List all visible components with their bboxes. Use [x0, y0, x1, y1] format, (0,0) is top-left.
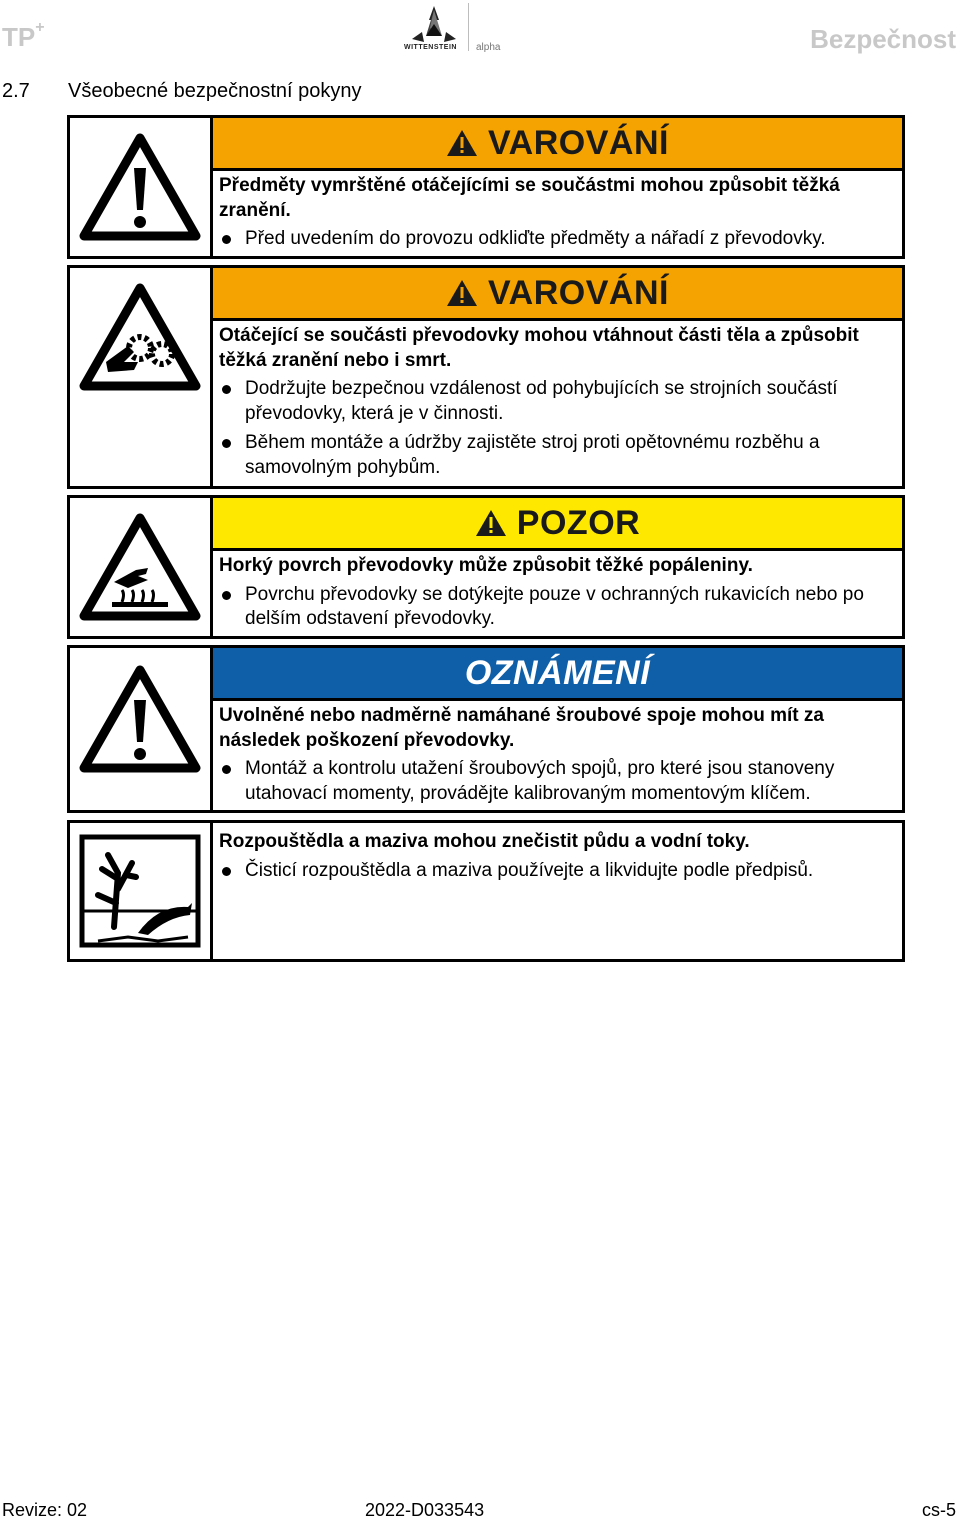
logo-sub: alpha	[476, 42, 501, 53]
logo-brand: WITTENSTEIN	[404, 44, 457, 51]
footer-revision: Revize: 02	[2, 1500, 88, 1520]
alert-triangle-icon	[446, 129, 478, 157]
safety-box-4	[67, 645, 905, 813]
list-item: Povrchu převodovky se dotýkejte pouze v ochranných rukavicích nebo po delším odstavení převodovky.	[219, 583, 896, 632]
alert-triangle-icon	[475, 509, 507, 537]
hot-surface-icon	[78, 512, 202, 622]
signal-word: OZNÁMENÍ	[464, 653, 651, 692]
signal-word: VAROVÁNÍ	[488, 123, 669, 162]
safety-box-3	[67, 495, 905, 639]
signal-banner	[213, 498, 902, 551]
alert-triangle-icon	[446, 279, 478, 307]
safety-box-2	[67, 265, 905, 489]
footer-page-number: cs-5	[921, 1500, 956, 1520]
hazard-statement: Otáčející se součásti převodovky mohou vtáhnout části těla a způsobit těžká zranění nebo i smrt.	[219, 325, 859, 371]
safety-box-5	[67, 820, 905, 962]
hazard-statement: Předměty vymrštěné otáčejícími se součástmi mohou způsobit těžká zranění.	[219, 175, 840, 221]
list-item: Čisticí rozpouštědla a maziva používejte a likvidujte podle předpisů.	[219, 859, 896, 884]
logo-separator	[468, 3, 469, 51]
icon-cell	[70, 118, 213, 256]
hand-entanglement-icon	[78, 282, 202, 392]
section-number: 2.7	[2, 80, 30, 102]
warning-triangle-icon	[78, 664, 202, 774]
signal-banner	[213, 118, 902, 171]
icon-cell	[70, 823, 213, 959]
product-name: TP+	[2, 19, 45, 52]
section-heading: Všeobecné bezpečnostní pokyny	[68, 80, 362, 102]
hazard-statement: Horký povrch převodovky může způsobit těžké popáleniny.	[219, 555, 753, 576]
icon-cell	[70, 648, 213, 810]
footer-doc-id: 2022-D033543	[365, 1500, 485, 1520]
signal-banner	[213, 268, 902, 321]
signal-banner	[213, 648, 902, 701]
section-name: Bezpečnost	[810, 24, 956, 54]
list-item: Dodržujte bezpečnou vzdálenost od pohybujících se strojních součástí převodovky, která je v činnosti.	[219, 377, 896, 426]
hazard-statement: Rozpouštědla a maziva mohou znečistit půdu a vodní toky.	[219, 831, 750, 852]
warning-triangle-icon	[78, 132, 202, 242]
signal-word: VAROVÁNÍ	[488, 273, 669, 312]
icon-cell	[70, 268, 213, 486]
environment-hazard-icon	[78, 833, 202, 949]
list-item: Před uvedením do provozu odkliďte předměty a nářadí z převodovky.	[219, 227, 896, 252]
signal-word: POZOR	[516, 503, 641, 542]
icon-cell	[70, 498, 213, 636]
list-item: Během montáže a údržby zajistěte stroj proti opětovnému rozběhu a samovolným pohybům.	[219, 431, 896, 480]
safety-box-1	[67, 115, 905, 259]
list-item: Montáž a kontrolu utažení šroubových spojů, pro které jsou stanoveny utahovací momenty, provádějte kalibrovaným momentovým klíčem.	[219, 757, 896, 806]
section-title	[2, 80, 362, 103]
hazard-statement: Uvolněné nebo nadměrně namáhané šroubové spoje mohou mít za následek poškození převodovky.	[219, 705, 824, 751]
